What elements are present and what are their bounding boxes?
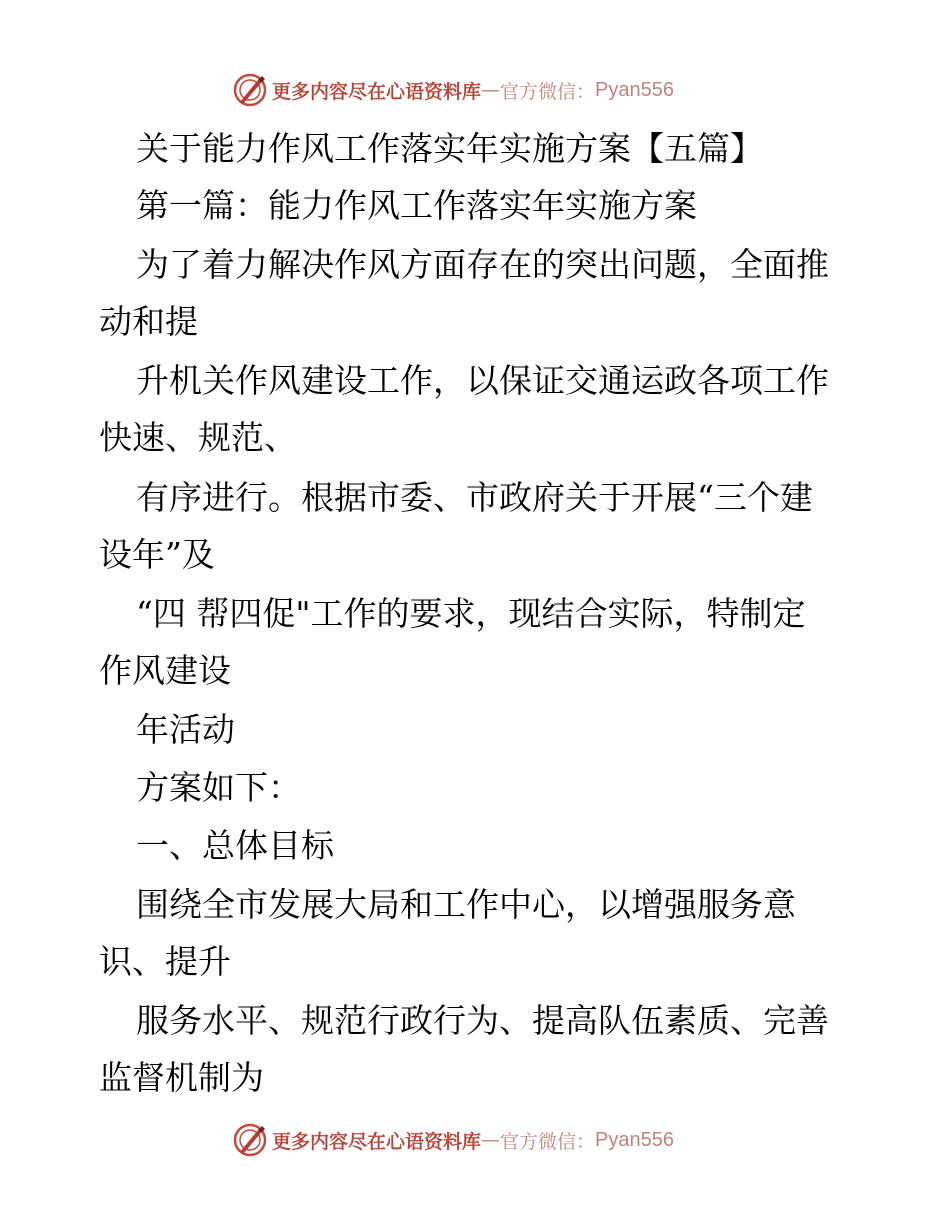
body-line: 设年”及 bbox=[99, 535, 215, 574]
subheading: 一、总体目标 bbox=[136, 826, 334, 865]
body-line: 为了着力解决作风方面存在的突出问题，全面推 bbox=[136, 245, 829, 284]
watermark-text: 更多内容尽在心语资料库 bbox=[272, 80, 482, 103]
body-line: 升机关作风建设工作，以保证交通运政各项工作 bbox=[136, 361, 829, 400]
body-line: 识、提升 bbox=[99, 942, 231, 981]
doc-title: 关于能力作风工作落实年实施方案【五篇】 bbox=[136, 129, 763, 168]
watermark-id: Pyan556 bbox=[595, 78, 674, 101]
watermark-label: 官方微信： bbox=[500, 80, 596, 103]
watermark-text: 更多内容尽在心语资料库 bbox=[272, 1130, 482, 1153]
watermark-dash: — bbox=[481, 1129, 501, 1151]
body-line: 有序进行。根据市委、市政府关于开展“三个建 bbox=[136, 478, 813, 517]
watermark-label: 官方微信： bbox=[500, 1130, 596, 1153]
body-line: 年活动 bbox=[136, 710, 235, 749]
watermark-footer bbox=[232, 1120, 674, 1160]
body-line: 作风建设 bbox=[99, 651, 231, 690]
body-line: “四 帮四促"工作的要求，现结合实际，特制定 bbox=[136, 594, 806, 633]
watermark-id: Pyan556 bbox=[595, 1128, 674, 1151]
body-line: 快速、规范、 bbox=[99, 418, 297, 457]
body-line: 方案如下： bbox=[136, 768, 301, 807]
watermark-header bbox=[232, 70, 674, 110]
pen-logo-icon bbox=[232, 72, 268, 108]
pen-logo-icon bbox=[232, 1122, 268, 1158]
watermark-dash: — bbox=[481, 79, 501, 101]
body-line: 动和提 bbox=[99, 302, 198, 341]
body-line: 围绕全市发展大局和工作中心，以增强服务意 bbox=[136, 885, 796, 924]
body-line: 监督机制为 bbox=[99, 1058, 264, 1097]
body-line: 服务水平、规范行政行为、提高队伍素质、完善 bbox=[136, 1001, 829, 1040]
section-heading: 第一篇：能力作风工作落实年实施方案 bbox=[136, 186, 697, 225]
